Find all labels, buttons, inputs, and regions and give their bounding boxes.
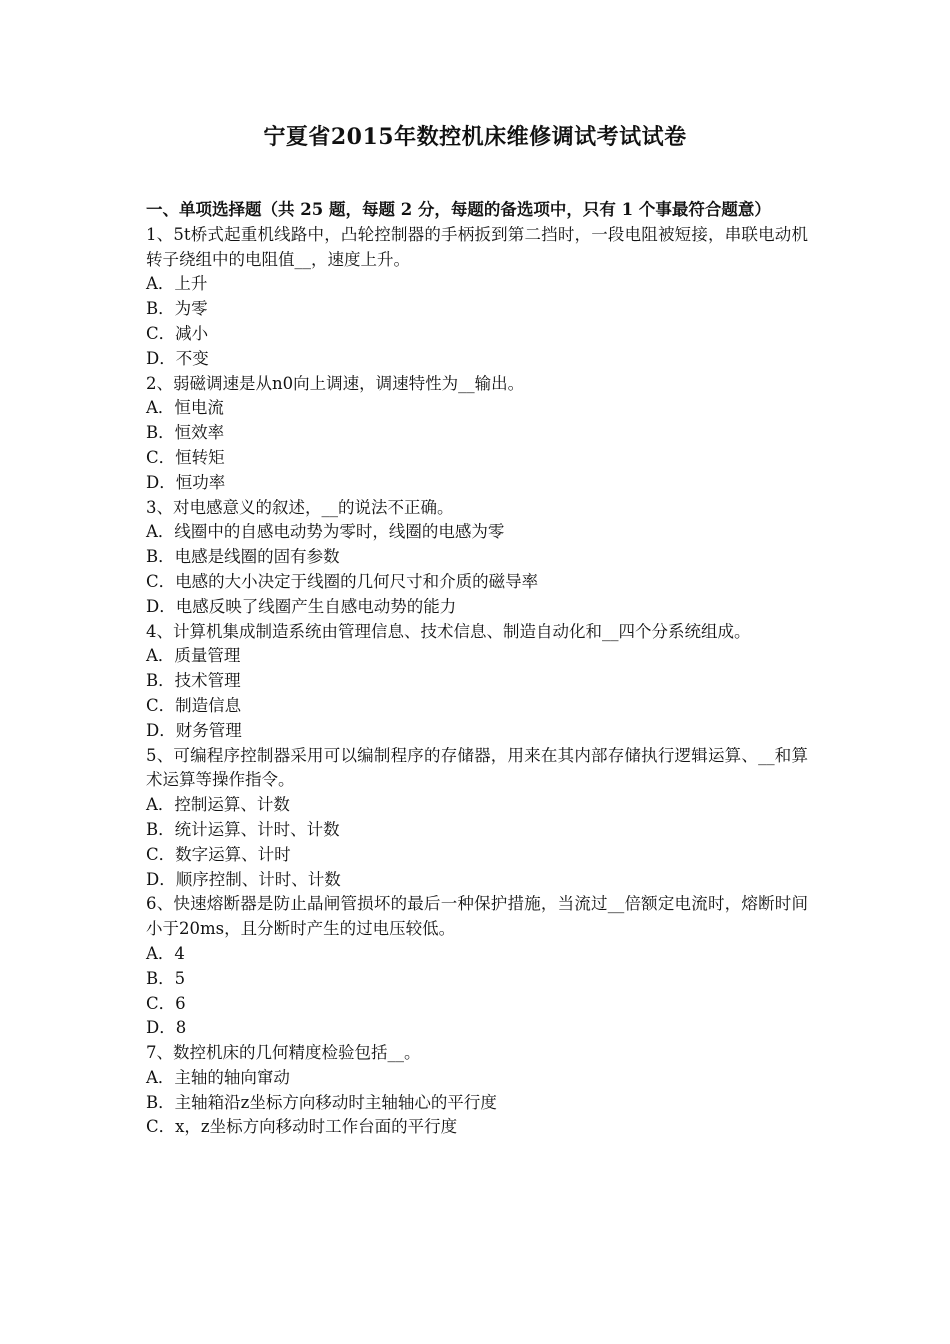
option-b: B．为零 — [146, 299, 208, 319]
option-c: C．制造信息 — [146, 695, 242, 715]
option-c: C．6 — [146, 993, 186, 1013]
option-a: A．主轴的轴向窜动 — [146, 1067, 290, 1087]
question-text: 5、可编程序控制器采用可以编制程序的存储器，用来在其内部存储执行逻辑运算、__和算术运算等操作指令。 — [146, 745, 808, 790]
option-a: A．4 — [146, 943, 185, 963]
question-3 — [146, 496, 808, 620]
question-6 — [146, 892, 808, 1041]
question-text: 3、对电感意义的叙述，__的说法不正确。 — [146, 497, 454, 517]
document-title: 宁夏省2015年数控机床维修调试考试试卷 — [263, 124, 687, 150]
section-heading: 一、单项选择题（共 25 题，每题 2 分，每题的备选项中，只有 1 个事最符合题意） — [146, 200, 771, 219]
question-text: 2、弱磁调速是从n0向上调速，调速特性为__输出。 — [146, 373, 525, 393]
option-b: B．电感是线圈的固有参数 — [146, 547, 340, 567]
question-text: 4、计算机集成制造系统由管理信息、技术信息、制造自动化和__四个分系统组成。 — [146, 621, 751, 641]
option-b: B．5 — [146, 968, 186, 988]
question-1 — [146, 223, 808, 372]
option-c: C．x，z坐标方向移动时工作台面的平行度 — [146, 1117, 458, 1137]
option-a: A．控制运算、计数 — [146, 795, 290, 815]
exam-content — [146, 198, 808, 1140]
question-7 — [146, 1041, 808, 1140]
option-a: A．质量管理 — [146, 646, 241, 666]
option-d: D．恒功率 — [146, 472, 226, 492]
option-d: D．电感反映了线圈产生自感电动势的能力 — [146, 596, 457, 616]
question-2 — [146, 372, 808, 496]
option-a: A．上升 — [146, 274, 208, 294]
question-text: 7、数控机床的几何精度检验包括__。 — [146, 1043, 421, 1063]
question-5 — [146, 744, 808, 893]
option-d: D．顺序控制、计时、计数 — [146, 869, 341, 889]
option-c: C．减小 — [146, 323, 209, 343]
option-a: A．恒电流 — [146, 398, 224, 418]
option-d: D．8 — [146, 1018, 187, 1038]
option-b: B．技术管理 — [146, 671, 241, 691]
option-b: B．统计运算、计时、计数 — [146, 819, 340, 839]
option-c: C．电感的大小决定于线圈的几何尺寸和介质的磁导率 — [146, 571, 539, 591]
option-a: A．线圈中的自感电动势为零时，线圈的电感为零 — [146, 522, 505, 542]
question-text: 6、快速熔断器是防止晶闸管损坏的最后一种保护措施，当流过__倍额定电流时，熔断时间小于20ms，且分断时产生的过电压较低。 — [146, 894, 808, 939]
option-c: C．恒转矩 — [146, 447, 225, 467]
option-d: D．财务管理 — [146, 720, 242, 740]
option-b: B．主轴箱沿z坐标方向移动时主轴轴心的平行度 — [146, 1092, 497, 1112]
question-4 — [146, 620, 808, 744]
option-b: B．恒效率 — [146, 423, 225, 443]
option-c: C．数字运算、计时 — [146, 844, 291, 864]
option-d: D．不变 — [146, 348, 209, 368]
question-text: 1、5t桥式起重机线路中，凸轮控制器的手柄扳到第二挡时，一段电阻被短接，串联电动机转子绕组中的电阻值__，速度上升。 — [146, 224, 808, 269]
